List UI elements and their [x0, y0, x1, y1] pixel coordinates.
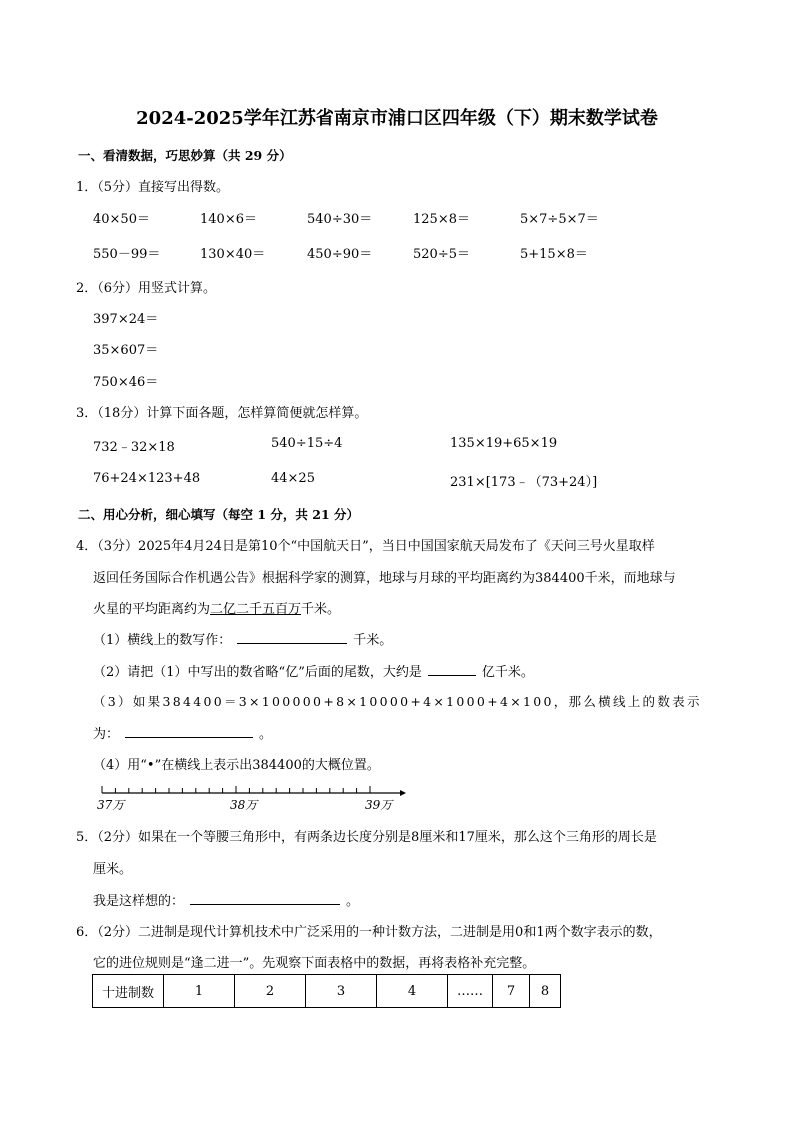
q5-think-blank[interactable]: [190, 891, 340, 905]
q1-item: 450÷90＝: [307, 247, 373, 262]
q1-item: 520÷5＝: [413, 247, 470, 262]
q4-sub-2-text: （2）请把（1）中写出的数省略“亿”后面的尾数，大约是: [93, 665, 422, 680]
question-1-label: 1．（5分）直接写出得数。: [76, 180, 230, 195]
q1-item: 540÷30＝: [307, 212, 373, 227]
q4-line-3: [93, 598, 340, 617]
q4-sub-2: [93, 661, 534, 680]
table-cell: 2: [235, 975, 306, 1008]
question-2-label: 2．（6分）用竖式计算。: [76, 281, 217, 296]
q1-item: 5×7÷5×7＝: [520, 212, 599, 227]
table-cell: 8: [530, 975, 561, 1008]
q1-item: 130×40＝: [200, 247, 266, 262]
q6-line-2: 它的进位规则是“逢二进一”。先观察下面表格中的数据，再将表格补充完整。: [93, 956, 536, 971]
table-cell: 7: [493, 975, 530, 1008]
page-title: 2024-2025学年江苏省南京市浦口区四年级（下）期末数学试卷: [136, 108, 658, 129]
q6-line-1: 6．（2分）二进制是现代计算机技术中广泛采用的一种计数方法，二进制是用0和1两个数字表示的数，: [76, 925, 662, 940]
q1-item: 40×50＝: [93, 212, 150, 227]
q4-line-2: 返回任务国际合作机遇公告》根据科学家的测算，地球与月球的平均距离约为384400千米，而地球与: [93, 571, 676, 586]
number-line-ticks: [102, 786, 370, 793]
q3-item: 540÷15÷4: [271, 436, 343, 451]
q3-item: 76+24×123+48: [93, 471, 201, 486]
table-cell: 4: [377, 975, 448, 1008]
q5-line-2: 厘米。: [93, 862, 133, 877]
q4-sub-3-line-2: [93, 723, 272, 742]
q4-sub-3-text: 为：: [93, 727, 120, 742]
table-row: [93, 975, 561, 1008]
q2-item: 750×46＝: [93, 375, 159, 390]
question-3-label: 3．（18分）计算下面各题，怎样算简便就怎样算。: [76, 406, 368, 421]
q1-item: 125×8＝: [413, 212, 470, 227]
q3-item: 231×[173﹣（73+24）]: [450, 475, 598, 490]
axis-label-38: 38万: [230, 798, 258, 812]
q4-sub-4: （4）用“•”在横线上表示出384400的大概位置。: [93, 758, 380, 773]
q4-sub-1: [93, 629, 392, 648]
q4-sub-1-unit: 千米。: [353, 633, 393, 648]
section-1-heading: 一、看清数据，巧思妙算（共 29 分）: [78, 148, 292, 163]
q3-item: 44×25: [271, 471, 315, 486]
binary-table: [92, 974, 561, 1008]
q5-think: [93, 890, 359, 909]
q4-sub-1-text: （1）横线上的数写作：: [93, 633, 232, 648]
q2-item: 397×24＝: [93, 312, 159, 327]
q1-item: 140×6＝: [200, 212, 257, 227]
q4-sub-1-blank[interactable]: [237, 630, 347, 644]
q2-item: 35×607＝: [93, 343, 159, 358]
q4-sub-2-blank[interactable]: [428, 662, 476, 676]
q4-line-3-pre: 火星的平均距离约为: [93, 602, 211, 617]
table-cell: 1: [164, 975, 235, 1008]
q4-sub-3-line-1: （3）如果384400＝3×100000+8×10000+4×1000+4×100，那么横线上的数表示: [93, 694, 702, 709]
q4-line-1: 4．（3分）2025年4月24日是第10个“中国航天日”，当日中国国家航天局发布了《天问三号火星取样: [76, 539, 655, 554]
q4-sub-3-blank[interactable]: [125, 724, 253, 738]
q3-item: 135×19+65×19: [450, 436, 558, 451]
table-cell: ……: [448, 975, 493, 1008]
number-line-arrow-icon: [400, 790, 406, 796]
table-header-decimal: 十进制数: [93, 975, 164, 1008]
q4-underlined-number: 二亿二千五百万: [210, 602, 302, 617]
q1-item: 550－99＝: [93, 247, 161, 262]
q4-line-3-post: 千米。: [301, 602, 341, 617]
q5-think-text: 我是这样想的：: [93, 894, 185, 909]
q1-item: 5+15×8＝: [520, 247, 588, 262]
q4-sub-2-unit: 亿千米。: [481, 665, 534, 680]
table-cell: 3: [306, 975, 377, 1008]
q3-item: 732﹣32×18: [93, 440, 175, 455]
q4-sub-3-end: 。: [259, 727, 273, 742]
axis-label-37: 37万: [97, 798, 125, 812]
section-2-heading: 二、用心分析，细心填写（每空 1 分，共 21 分）: [78, 507, 360, 522]
q5-line-1: 5．（2分）如果在一个等腰三角形中，有两条边长度分别是8厘米和17厘米，那么这个三角形的周长是: [76, 830, 657, 845]
q5-think-end: 。: [346, 894, 360, 909]
axis-label-39: 39万: [365, 798, 393, 812]
